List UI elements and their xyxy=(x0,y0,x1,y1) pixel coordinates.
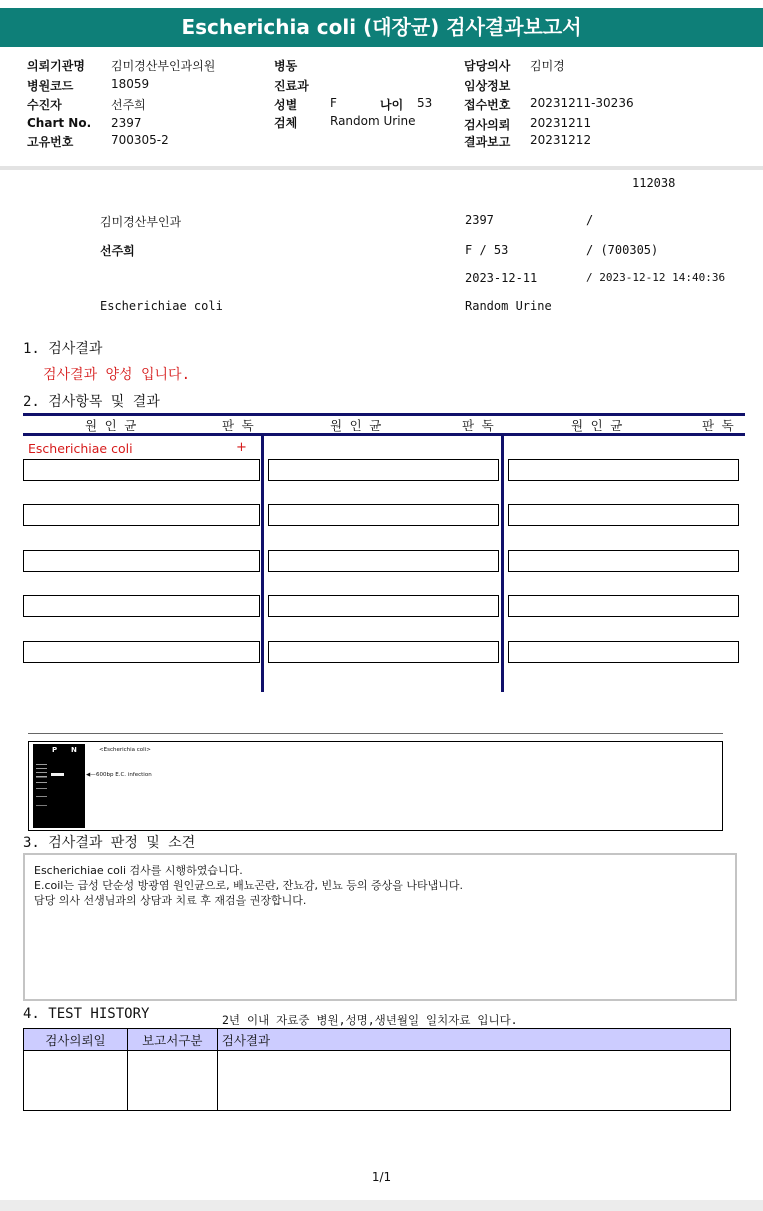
hist-cell xyxy=(217,1051,730,1111)
hist-cell xyxy=(24,1051,128,1111)
age-value: 53 xyxy=(417,96,433,110)
pb-sex-age: F / 53 xyxy=(465,243,509,257)
pb-date2: / 2023-12-12 14:40:36 xyxy=(586,271,726,284)
report-title: Escherichia coli (대장균) 검사결과보고서 xyxy=(0,8,763,47)
specimen-value: Random Urine xyxy=(330,114,416,128)
pb-chart: 2397 xyxy=(465,213,494,227)
item1-organism: Escherichiae coli xyxy=(28,441,133,456)
doctor-label: 담당의사 xyxy=(464,59,511,73)
sex-value: F xyxy=(330,96,337,110)
pb-birth: / (700305) xyxy=(586,243,659,257)
gel-arrow-icon: ◀— xyxy=(86,772,96,778)
section1-heading: 1. 검사결과 xyxy=(23,341,103,357)
unique-value: 700305-2 xyxy=(111,133,169,147)
pb-test: Escherichiae coli xyxy=(100,299,223,313)
entry-box xyxy=(23,641,260,663)
entry-box xyxy=(23,459,260,481)
entry-box xyxy=(23,550,260,572)
entry-box xyxy=(268,595,499,617)
gel-lane-p: P xyxy=(52,746,58,754)
dept-label: 진료과 xyxy=(274,79,309,93)
comment-line: Escherichiae coli 검사를 시행하였습니다. xyxy=(34,864,243,877)
chart-value: 2397 xyxy=(111,116,142,130)
requested-value: 20231211 xyxy=(530,116,592,130)
entry-box xyxy=(508,504,739,526)
section4-heading: 4. TEST HISTORY xyxy=(23,1006,150,1022)
history-row xyxy=(24,1051,731,1111)
pb-date1: 2023-12-11 xyxy=(465,271,538,285)
entry-box xyxy=(23,595,260,617)
specimen-label: 검체 xyxy=(274,116,298,130)
hospital-value: 김미경산부인과의원 xyxy=(111,59,216,73)
pb-slash: / xyxy=(586,213,594,227)
bottom-bar xyxy=(0,1200,763,1211)
entry-box xyxy=(508,550,739,572)
gel-frame xyxy=(28,741,723,831)
receipt-value: 20231211-30236 xyxy=(530,96,634,110)
hist-col-request-date: 검사의뢰일 xyxy=(24,1029,128,1051)
entry-box xyxy=(268,504,499,526)
patient-value: 선주희 xyxy=(111,98,146,112)
gel-caption: <Escherichia coli> xyxy=(99,747,151,753)
header-divider xyxy=(0,166,763,170)
gel-electrophoresis-image xyxy=(33,744,85,828)
col3-judgement: 판 독 xyxy=(702,418,734,433)
table-header-rule xyxy=(23,433,745,436)
doctor-value: 김미경 xyxy=(530,59,565,73)
hospital-label: 의뢰기관명 xyxy=(27,59,85,73)
entry-box xyxy=(508,595,739,617)
entry-box xyxy=(268,459,499,481)
hist-col-report-type: 보고서구분 xyxy=(127,1029,217,1051)
hist-cell xyxy=(127,1051,217,1111)
history-table xyxy=(23,1028,731,1111)
entry-box xyxy=(23,504,260,526)
entry-box xyxy=(508,641,739,663)
clinical-label: 임상정보 xyxy=(464,79,511,93)
section4-note: 2년 이내 자료중 병원,성명,생년월일 일치자료 입니다. xyxy=(222,1013,518,1027)
section3-heading: 3. 검사결과 판정 및 소견 xyxy=(23,835,196,851)
unique-label: 고유번호 xyxy=(27,135,74,149)
patient-label: 수진자 xyxy=(27,98,62,112)
entry-box xyxy=(268,550,499,572)
reported-label: 결과보고 xyxy=(464,135,511,149)
sex-label: 성별 xyxy=(274,98,298,112)
gel-top-rule xyxy=(28,733,723,734)
col1-judgement: 판 독 xyxy=(222,418,254,433)
item1-result: + xyxy=(236,440,247,455)
comment-line: E.coil는 급성 단순성 방광염 원인균으로, 배뇨곤란, 잔뇨감, 빈뇨 등의 증상을 나타냅니다. xyxy=(34,879,463,892)
col3-organism: 원 인 균 xyxy=(571,418,623,433)
entry-box xyxy=(508,459,739,481)
report-code: 112038 xyxy=(632,176,676,190)
age-label: 나이 xyxy=(380,98,404,112)
comment-box xyxy=(23,853,737,1001)
hist-col-result: 검사결과 xyxy=(217,1029,730,1051)
table-col-divider-1 xyxy=(261,433,264,692)
hospital-code-label: 병원코드 xyxy=(27,79,74,93)
page-number: 1/1 xyxy=(371,1170,392,1184)
hospital-code-value: 18059 xyxy=(111,77,150,91)
reported-value: 20231212 xyxy=(530,133,592,147)
col1-organism: 원 인 균 xyxy=(85,418,137,433)
col2-judgement: 판 독 xyxy=(462,418,494,433)
chart-label: Chart No. xyxy=(27,116,92,130)
comment-line: 담당 의사 선생님과의 상담과 치료 후 재검을 권장합니다. xyxy=(34,894,307,907)
gel-band-label: 600bp E.C. infection xyxy=(96,772,152,778)
section1-result: 검사결과 양성 입니다. xyxy=(43,367,191,383)
ward-label: 병동 xyxy=(274,59,298,73)
pb-hospital: 김미경산부인과 xyxy=(100,215,182,229)
history-header-row xyxy=(24,1029,731,1051)
section2-heading: 2. 검사항목 및 결과 xyxy=(23,394,160,410)
table-col-divider-2 xyxy=(501,433,504,692)
pb-name: 선주희 xyxy=(100,244,135,258)
receipt-label: 접수번호 xyxy=(464,98,511,112)
pb-specimen: Random Urine xyxy=(465,299,552,313)
gel-lane-n: N xyxy=(71,746,77,754)
col2-organism: 원 인 균 xyxy=(330,418,382,433)
entry-box xyxy=(268,641,499,663)
requested-label: 검사의뢰 xyxy=(464,118,511,132)
